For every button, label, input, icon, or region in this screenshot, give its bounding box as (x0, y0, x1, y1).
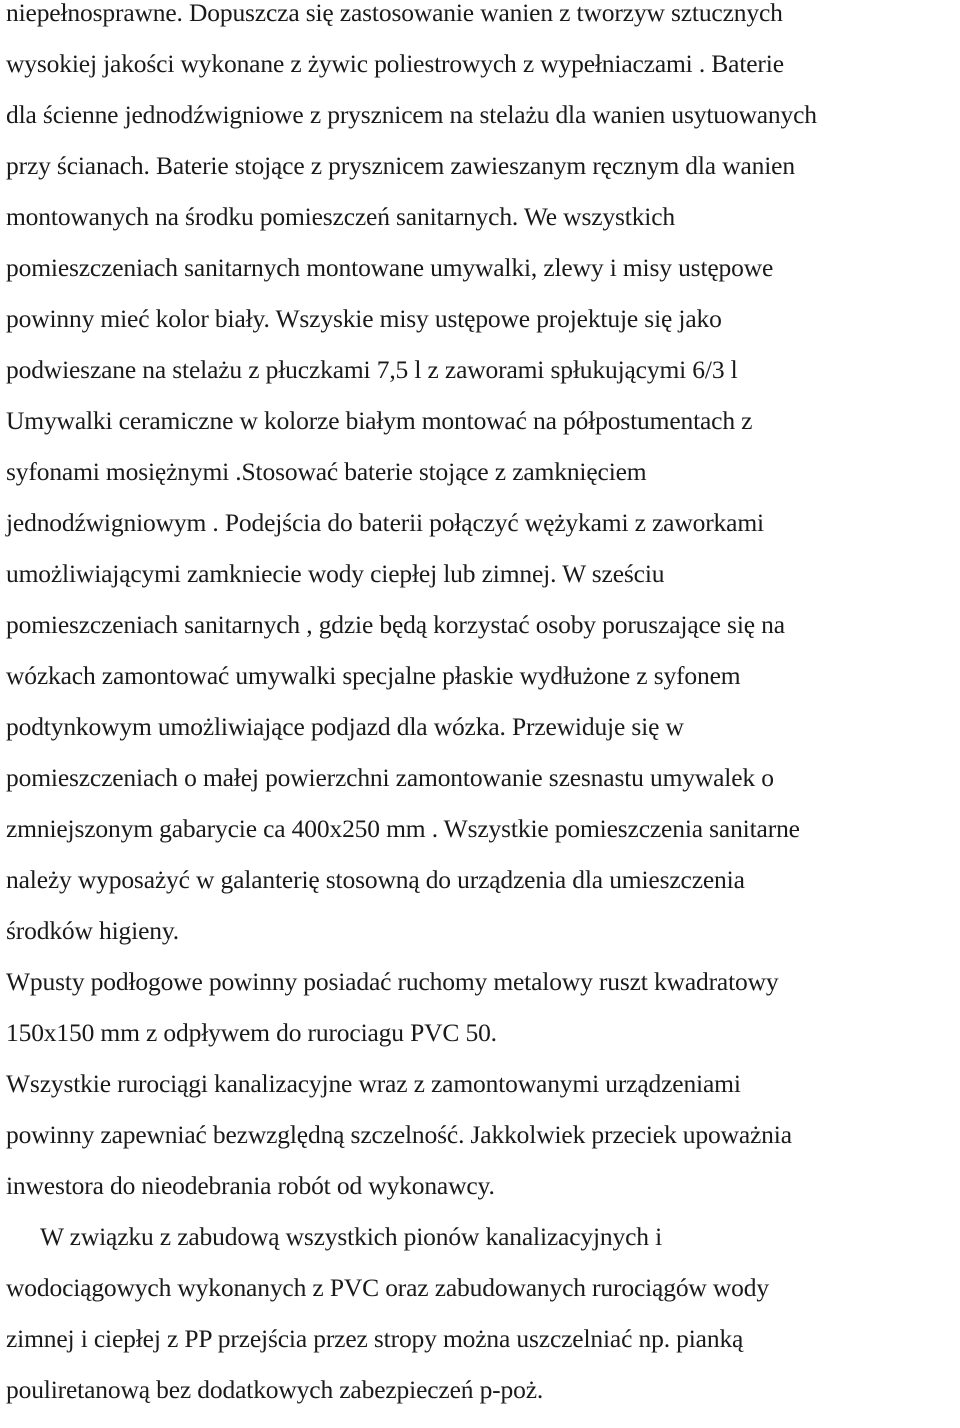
text-line: inwestora do nieodebrania robót od wykonawcy. (6, 1171, 495, 1200)
text-line: powinny mieć kolor biały. Wszyskie misy ustępowe projektuje się jako (6, 304, 722, 333)
text-line: pouliretanową bez dodatkowych zabezpieczeń p-poż. (6, 1375, 544, 1404)
text-line: montowanych na środku pomieszczeń sanitarnych. We wszystkich (6, 202, 676, 231)
text-line: wózkach zamontować umywalki specjalne płaskie wydłużone z syfonem (6, 661, 741, 690)
document-page (6, 0, 956, 1428)
text-line: syfonami mosiężnymi .Stosować baterie stojące z zamknięciem (6, 457, 647, 486)
text-line: środków higieny. (6, 916, 180, 945)
text-line: niepełnosprawne. Dopuszcza się zastosowanie wanien z tworzyw sztucznych (6, 0, 783, 27)
text-line: pomieszczeniach sanitarnych montowane umywalki, zlewy i misy ustępowe (6, 253, 774, 282)
paragraph-first-line: W związku z zabudową wszystkich pionów kanalizacyjnych i (40, 1222, 663, 1251)
text-line: powinny zapewniać bezwzględną szczelność. Jakkolwiek przeciek upoważnia (6, 1120, 792, 1149)
text-line: 150x150 mm z odpływem do rurociagu PVC 50. (6, 1018, 497, 1047)
text-line: wysokiej jakości wykonane z żywic poliestrowych z wypełniaczami . Baterie (6, 49, 784, 78)
text-line: Wpusty podłogowe powinny posiadać ruchomy metalowy ruszt kwadratowy (6, 967, 779, 996)
text-line: dla ścienne jednodźwigniowe z prysznicem na stelażu dla wanien usytuowanych (6, 100, 817, 129)
text-line: zmniejszonym gabarycie ca 400x250 mm . Wszystkie pomieszczenia sanitarne (6, 814, 800, 843)
text-line: pomieszczeniach o małej powierzchni zamontowanie szesnastu umywalek o (6, 763, 774, 792)
text-line: Wszystkie rurociągi kanalizacyjne wraz z zamontowanymi urządzeniami (6, 1069, 741, 1098)
text-line: zimnej i ciepłej z PP przejścia przez stropy można uszczelniać np. pianką (6, 1324, 744, 1353)
text-line: Umywalki ceramiczne w kolorze białym montować na półpostumentach z (6, 406, 753, 435)
text-line: podwieszane na stelażu z płuczkami 7,5 l z zaworami spłukującymi 6/3 l (6, 355, 738, 384)
text-line: jednodźwigniowym . Podejścia do baterii połączyć wężykami z zaworkami (6, 508, 764, 537)
text-line: należy wyposażyć w galanterię stosowną do urządzenia dla umieszczenia (6, 865, 745, 894)
text-line: pomieszczeniach sanitarnych , gdzie będą korzystać osoby poruszające się na (6, 610, 785, 639)
text-line: wodociągowych wykonanych z PVC oraz zabudowanych rurociągów wody (6, 1273, 769, 1302)
text-line: przy ścianach. Baterie stojące z prysznicem zawieszanym ręcznym dla wanien (6, 151, 795, 180)
text-line: podtynkowym umożliwiające podjazd dla wózka. Przewiduje się w (6, 712, 684, 741)
text-line: umożliwiającymi zamkniecie wody ciepłej lub zimnej. W sześciu (6, 559, 665, 588)
